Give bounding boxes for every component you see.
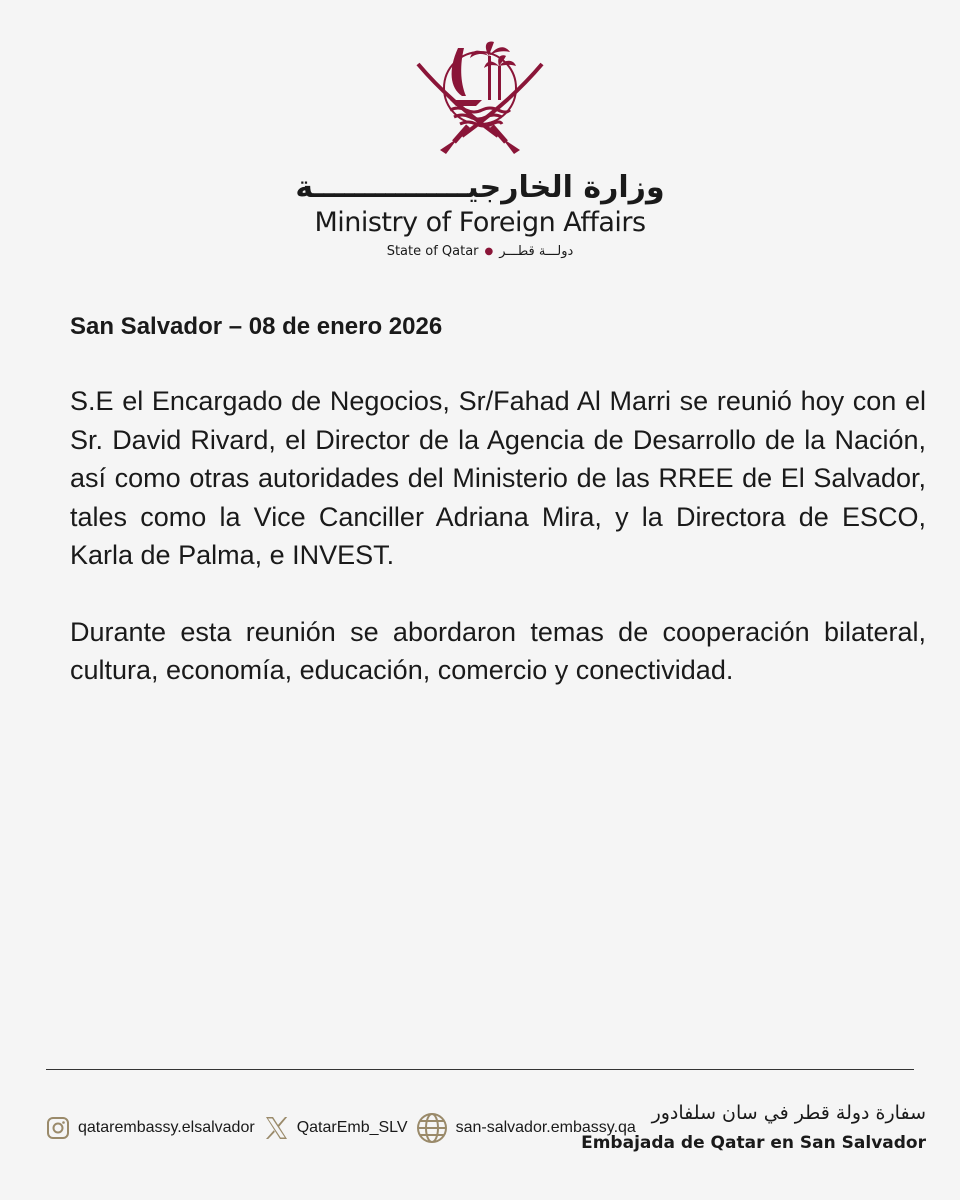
x-handle: QatarEmb_SLV	[296, 1119, 408, 1136]
footer-divider	[46, 1069, 914, 1070]
article-paragraph-2: Durante esta reunión se abordaron temas de cooperación bilateral, cultura, economía, educación, comercio y conectividad.	[70, 616, 926, 685]
ministry-title-arabic: وزارة الخارجيـــــــــــــــة	[295, 170, 665, 205]
x-link[interactable]	[263, 1115, 408, 1141]
separator-dot-icon: ●	[484, 246, 494, 257]
ministry-header	[0, 30, 960, 259]
ministry-title-english: Ministry of Foreign Affairs	[314, 207, 646, 238]
state-name-english: State of Qatar	[386, 244, 479, 259]
qatar-emblem-icon	[410, 30, 550, 160]
footer	[46, 1100, 926, 1160]
x-icon	[263, 1115, 289, 1141]
instagram-link[interactable]	[46, 1116, 255, 1140]
social-links	[46, 1112, 644, 1144]
website-url: san-salvador.embassy.qa	[455, 1119, 636, 1136]
embassy-name-english: Embajada de Qatar en San Salvador	[581, 1133, 926, 1153]
article	[70, 308, 926, 728]
state-name-arabic: دولـــة قطـــر	[499, 244, 574, 259]
state-line	[387, 244, 574, 259]
embassy-name-arabic: سفارة دولة قطر في سان سلفادور	[651, 1102, 926, 1124]
globe-icon	[416, 1112, 448, 1144]
article-paragraph-1: S.E el Encargado de Negocios, Sr/Fahad Al Marri se reunió hoy con el Sr. David Rivard, el Director de la Agencia de Desarrollo de la Nación, así como otras autoridades del Ministerio de las RREE de El Salvador, tales como la Vice Canciller Adriana Mira, y la Directora de ESCO, Karla de Palma, e INVEST.	[70, 386, 926, 570]
instagram-handle: qatarembassy.elsalvador	[78, 1119, 255, 1136]
dateline: San Salvador – 08 de enero 2026	[70, 313, 443, 340]
embassy-name-block	[581, 1100, 926, 1156]
instagram-icon	[46, 1116, 70, 1140]
